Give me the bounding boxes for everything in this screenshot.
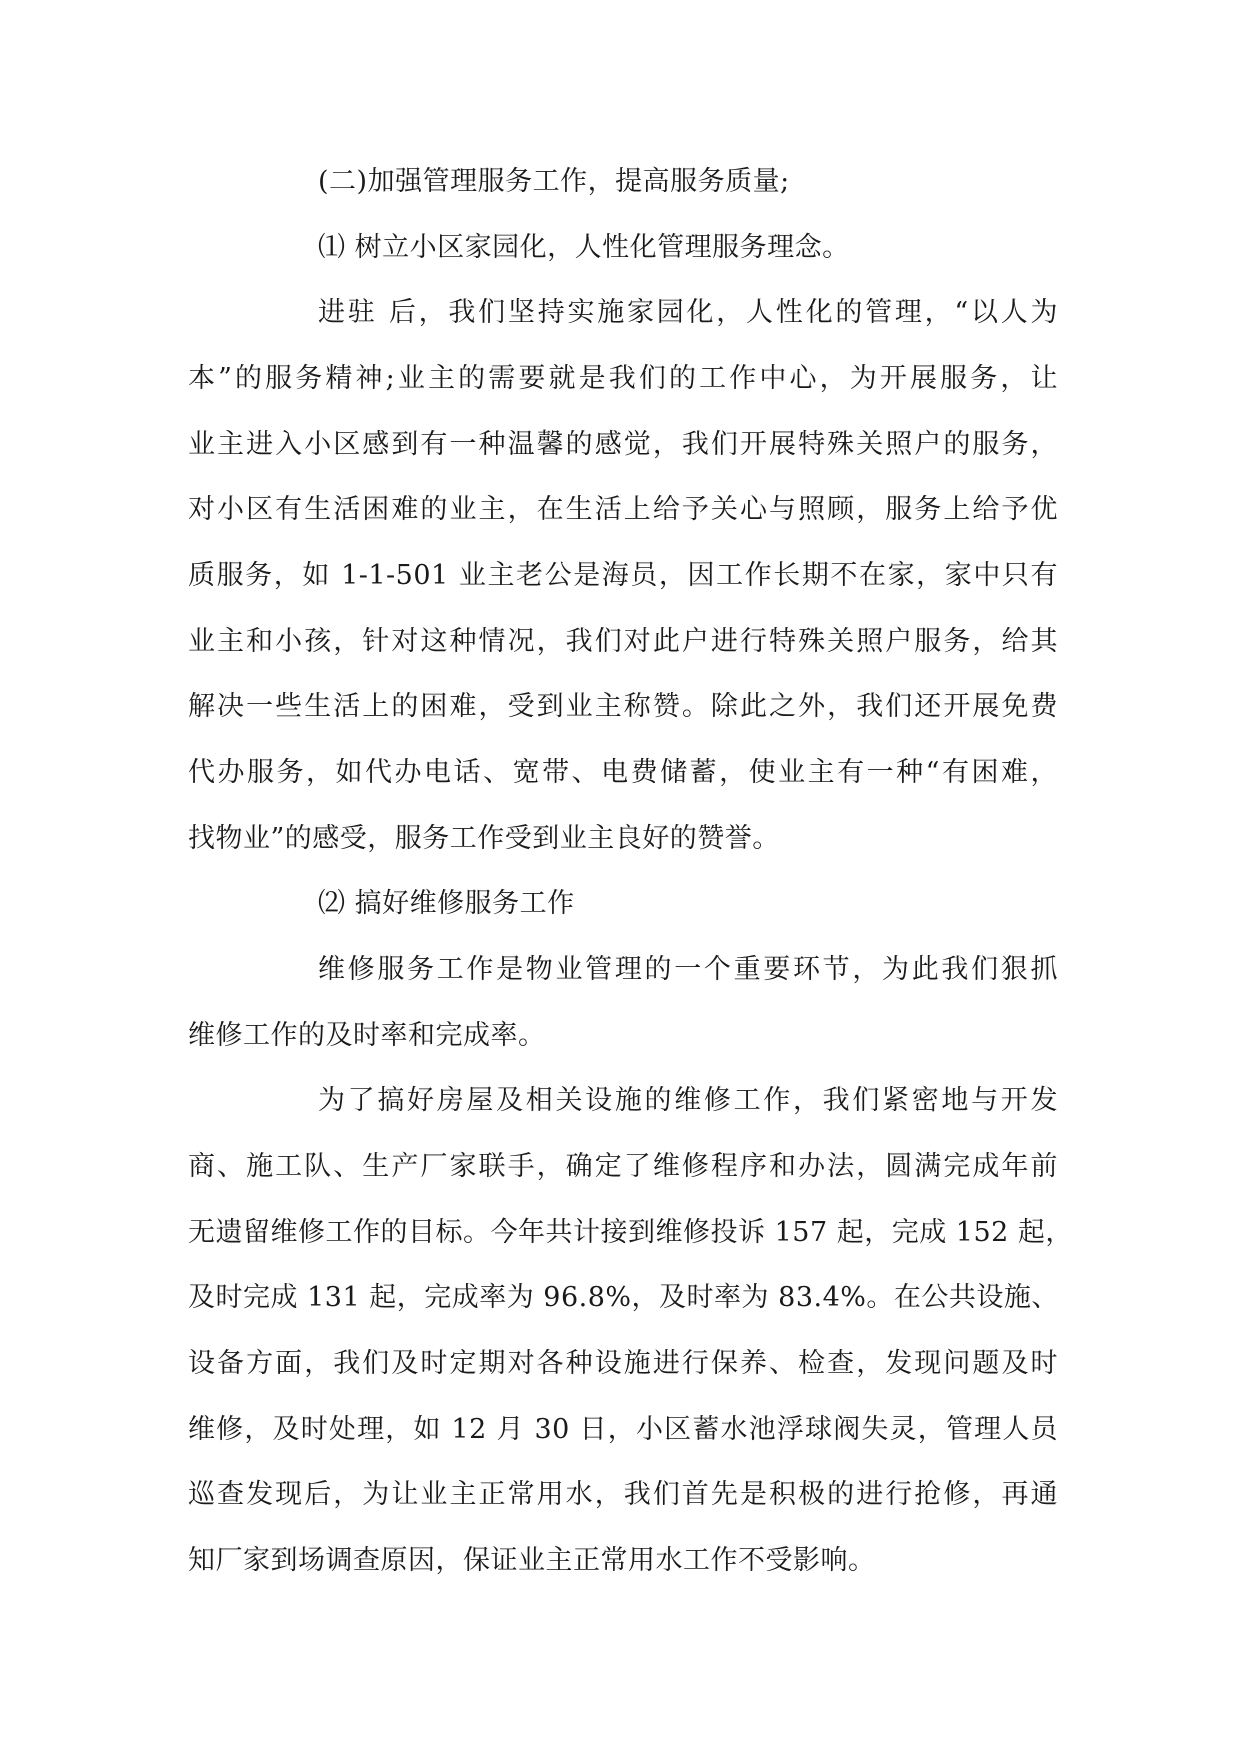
- paragraph-line: 为了搞好房屋及相关设施的维修工作，我们紧密地与开发: [318, 1085, 1058, 1116]
- paragraph-line: 业主和小孩，针对这种情况，我们对此户进行特殊关照户服务，给其: [188, 626, 1058, 657]
- subsection-heading: ⑴ 树立小区家园化，人性化管理服务理念。: [318, 232, 850, 263]
- paragraph-line: 维修工作的及时率和完成率。: [188, 1020, 546, 1051]
- paragraph-line: 找物业”的感受，服务工作受到业主良好的赞誉。: [188, 823, 780, 854]
- paragraph-line: 本”的服务精神;业主的需要就是我们的工作中心，为开展服务，让: [188, 363, 1058, 394]
- paragraph-line: 设备方面，我们及时定期对各种设施进行保养、检查，发现问题及时: [188, 1348, 1058, 1379]
- paragraph-line: 及时完成 131 起，完成率为 96.8%，及时率为 83.4%。在公共设施、: [188, 1282, 1059, 1313]
- paragraph-line: 巡查发现后，为让业主正常用水，我们首先是积极的进行抢修，再通: [188, 1479, 1058, 1510]
- paragraph-line: 商、施工队、生产厂家联手，确定了维修程序和办法，圆满完成年前: [188, 1151, 1058, 1182]
- paragraph-line: 无遗留维修工作的目标。今年共计接到维修投诉 157 起，完成 152 起，: [188, 1217, 1073, 1248]
- paragraph-line: 代办服务，如代办电话、宽带、电费储蓄，使业主有一种“有困难，: [188, 757, 1058, 788]
- paragraph-line: 进驻 后，我们坚持实施家园化，人性化的管理，“以人为: [318, 297, 1058, 328]
- paragraph-line: 业主进入小区感到有一种温馨的感觉，我们开展特殊关照户的服务，: [188, 429, 1058, 460]
- paragraph-line: 解决一些生活上的困难，受到业主称赞。除此之外，我们还开展免费: [188, 691, 1058, 722]
- paragraph-line: 知厂家到场调查原因，保证业主正常用水工作不受影响。: [188, 1545, 876, 1576]
- paragraph-line: 对小区有生活困难的业主，在生活上给予关心与照顾，服务上给予优: [188, 494, 1058, 525]
- paragraph-line: 维修服务工作是物业管理的一个重要环节，为此我们狠抓: [318, 954, 1058, 985]
- paragraph-line: 质服务，如 1-1-501 业主老公是海员，因工作长期不在家，家中只有: [188, 560, 1058, 591]
- subsection-heading: ⑵ 搞好维修服务工作: [318, 888, 575, 919]
- section-heading: (二)加强管理服务工作，提高服务质量;: [318, 166, 790, 197]
- paragraph-line: 维修，及时处理，如 12 月 30 日，小区蓄水池浮球阀失灵，管理人员: [188, 1414, 1058, 1445]
